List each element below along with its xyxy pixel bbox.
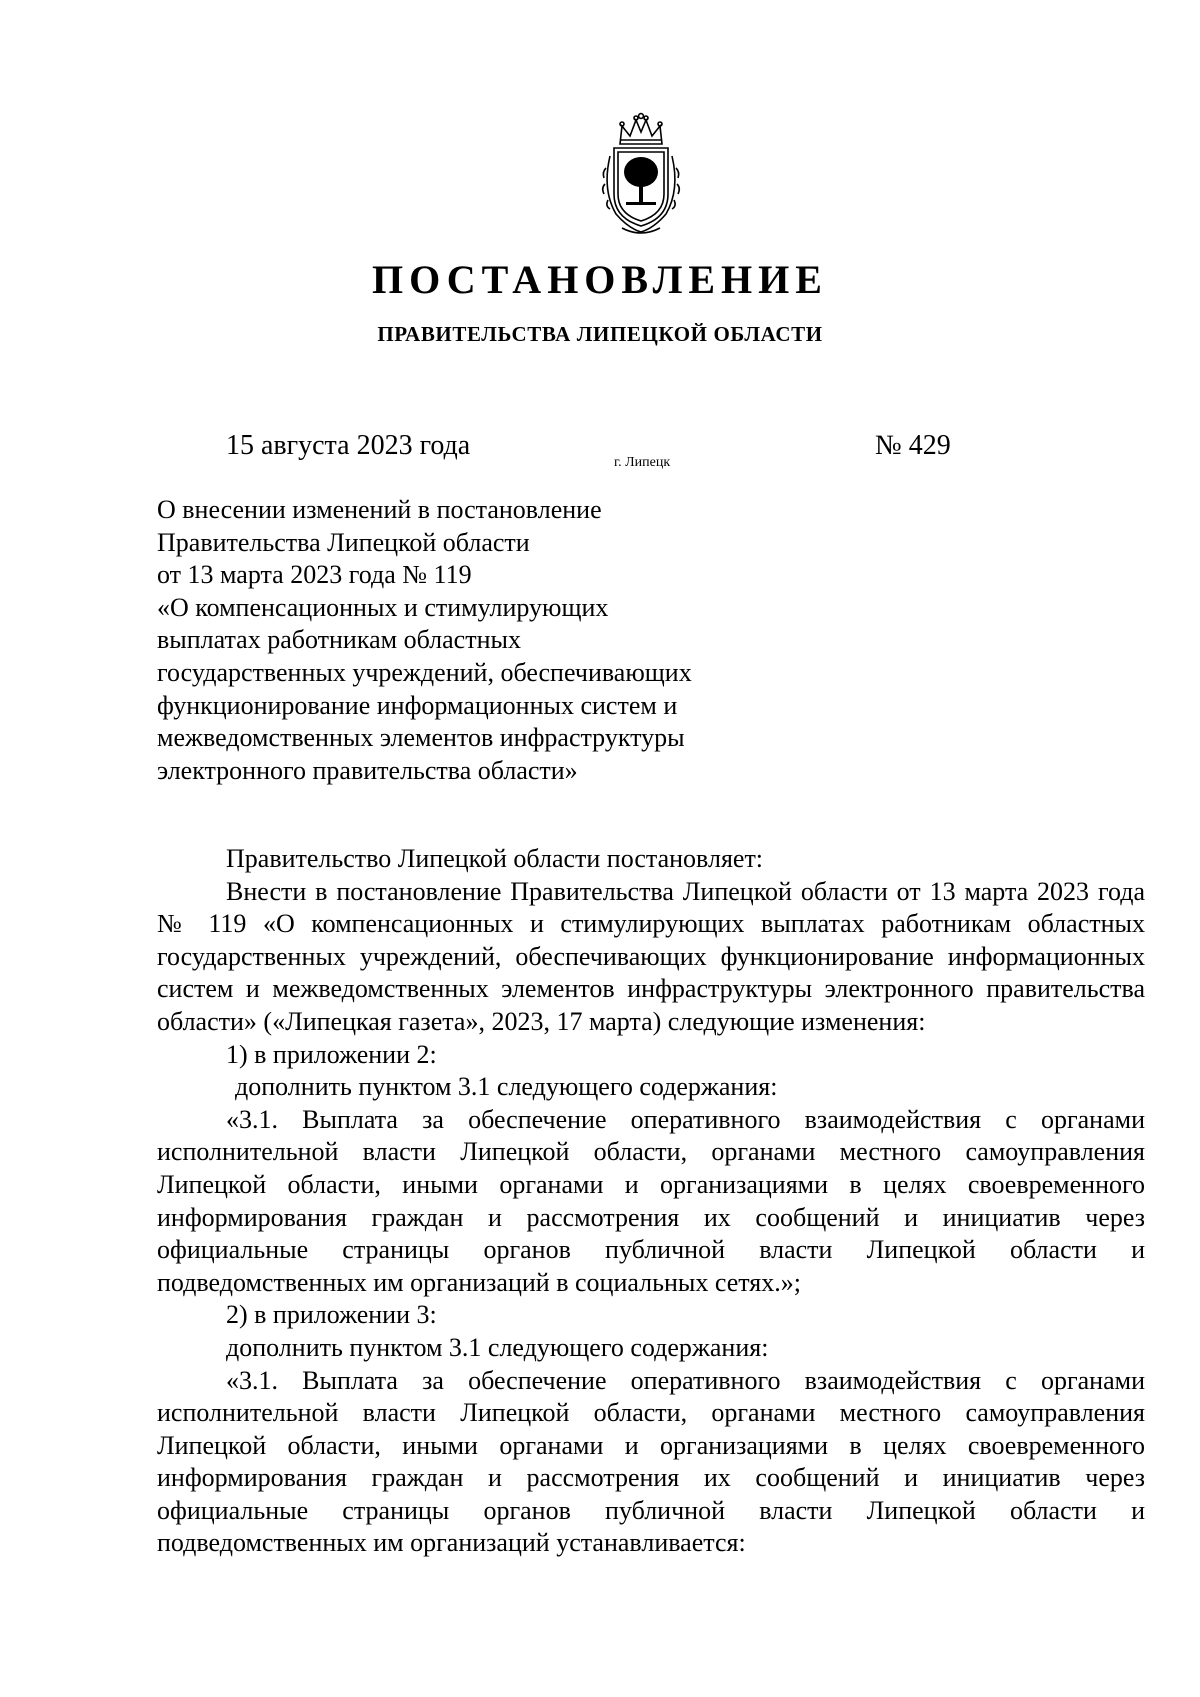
body-paragraph: дополнить пунктом 3.1 следующего содержания: xyxy=(226,1332,769,1362)
body-paragraph: 1) в приложении 2: xyxy=(226,1039,437,1069)
heading-line: межведомственных элементов инфраструктуры xyxy=(157,723,685,753)
heading-line: выплатах работникам областных xyxy=(157,625,521,655)
document-city: г. Липецк xyxy=(614,455,671,470)
body-paragraph: дополнить пунктом 3.1 следующего содержания: xyxy=(235,1072,778,1102)
heading-line: О внесении изменений в постановление xyxy=(157,495,602,524)
body-paragraph: «3.1. Выплата за обеспечение оперативного взаимодействия с органами исполнительной власти Липецкой области, органами местного самоуправления Липецкой области, иными органами и организациями в целях своевременного информирования граждан и рассмотрения их сообщений и инициатив через официальные страницы органов публичной власти Липецкой области и подведомственных им организаций устанавливается: xyxy=(157,1365,1145,1558)
heading-line: функционирование информационных систем и xyxy=(157,690,678,720)
heading-line: от 13 марта 2023 года № 119 xyxy=(157,560,472,590)
document-subtitle: ПРАВИТЕЛЬСТВА ЛИПЕЦКОЙ ОБЛАСТИ xyxy=(377,322,823,346)
heading-line: Правительства Липецкой области xyxy=(157,527,530,557)
document-number: № 429 xyxy=(875,430,951,461)
heading-line: «О компенсационных и стимулирующих xyxy=(157,592,609,622)
heading-line: государственных учреждений, обеспечивающих xyxy=(157,657,692,687)
body-paragraph: Правительство Липецкой области постановляет: xyxy=(226,844,764,873)
heading-line: электронного правительства области» xyxy=(157,755,578,785)
body-paragraph: Внести в постановление Правительства Липецкой области от 13 марта 2023 года № 119 «О компенсационных и стимулирующих выплатах работникам областных государственных учреждений, обеспечивающих функционирование информационных систем и межведомственных элементов инфраструктуры электронного правительства области» («Липецкая газета», 2023, 17 марта) следующие изменения: xyxy=(157,876,1145,1036)
lipetsk-coat-of-arms-icon xyxy=(600,110,682,240)
body-paragraph: «3.1. Выплата за обеспечение оперативного взаимодействия с органами исполнительной власти Липецкой области, органами местного самоуправления Липецкой области, иными органами и организациями в целях своевременного информирования граждан и рассмотрения их сообщений и инициатив через официальные страницы органов публичной власти Липецкой области и подведомственных им организаций в социальных сетях.»; xyxy=(157,1104,1145,1297)
document-title: ПОСТАНОВЛЕНИЕ xyxy=(372,257,828,302)
body-paragraph: 2) в приложении 3: xyxy=(226,1300,437,1330)
document-body xyxy=(157,843,1145,1560)
document-date: 15 августа 2023 года xyxy=(226,430,471,461)
document-heading xyxy=(157,494,777,787)
